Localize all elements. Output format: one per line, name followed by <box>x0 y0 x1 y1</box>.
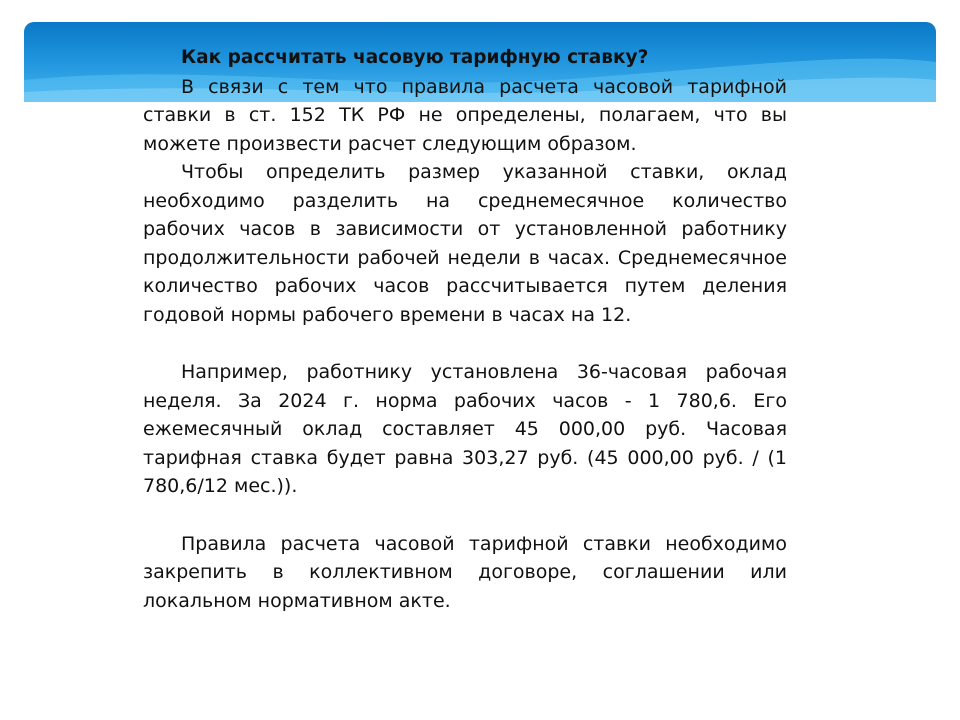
text-content <box>143 44 787 615</box>
paragraph-spacer <box>143 501 787 530</box>
paragraph-method: Чтобы определить размер указанной ставки, оклад необходимо разделить на среднемесячное количество рабочих часов в зависимости от установленной работнику продолжительности рабочей недели в часах. Среднемесячное количество рабочих часов рассчитывается путем деления годовой нормы рабочего времени в часах на 12. <box>143 161 787 326</box>
slide-heading: Как рассчитать часовую тарифную ставку? <box>181 47 649 68</box>
paragraph-conclusion: Правила расчета часовой тарифной ставки необходимо закрепить в коллективном договоре, соглашении или локальном нормативном акте. <box>143 532 787 612</box>
paragraph-spacer <box>143 329 787 358</box>
paragraph-example: Например, работнику установлена 36-часовая рабочая неделя. За 2024 г. норма рабочих часов - 1 780,6. Его ежемесячный оклад составляет 45 000,00 руб. Часовая тарифная ставка будет равна 303,27 руб. (45 000,00 руб. / (1 780,6/12 мес.)). <box>143 361 787 497</box>
paragraph-intro: В связи с тем что правила расчета часовой тарифной ставки в ст. 152 ТК РФ не определены, полагаем, что вы можете произвести расчет следующим образом. <box>143 75 787 155</box>
